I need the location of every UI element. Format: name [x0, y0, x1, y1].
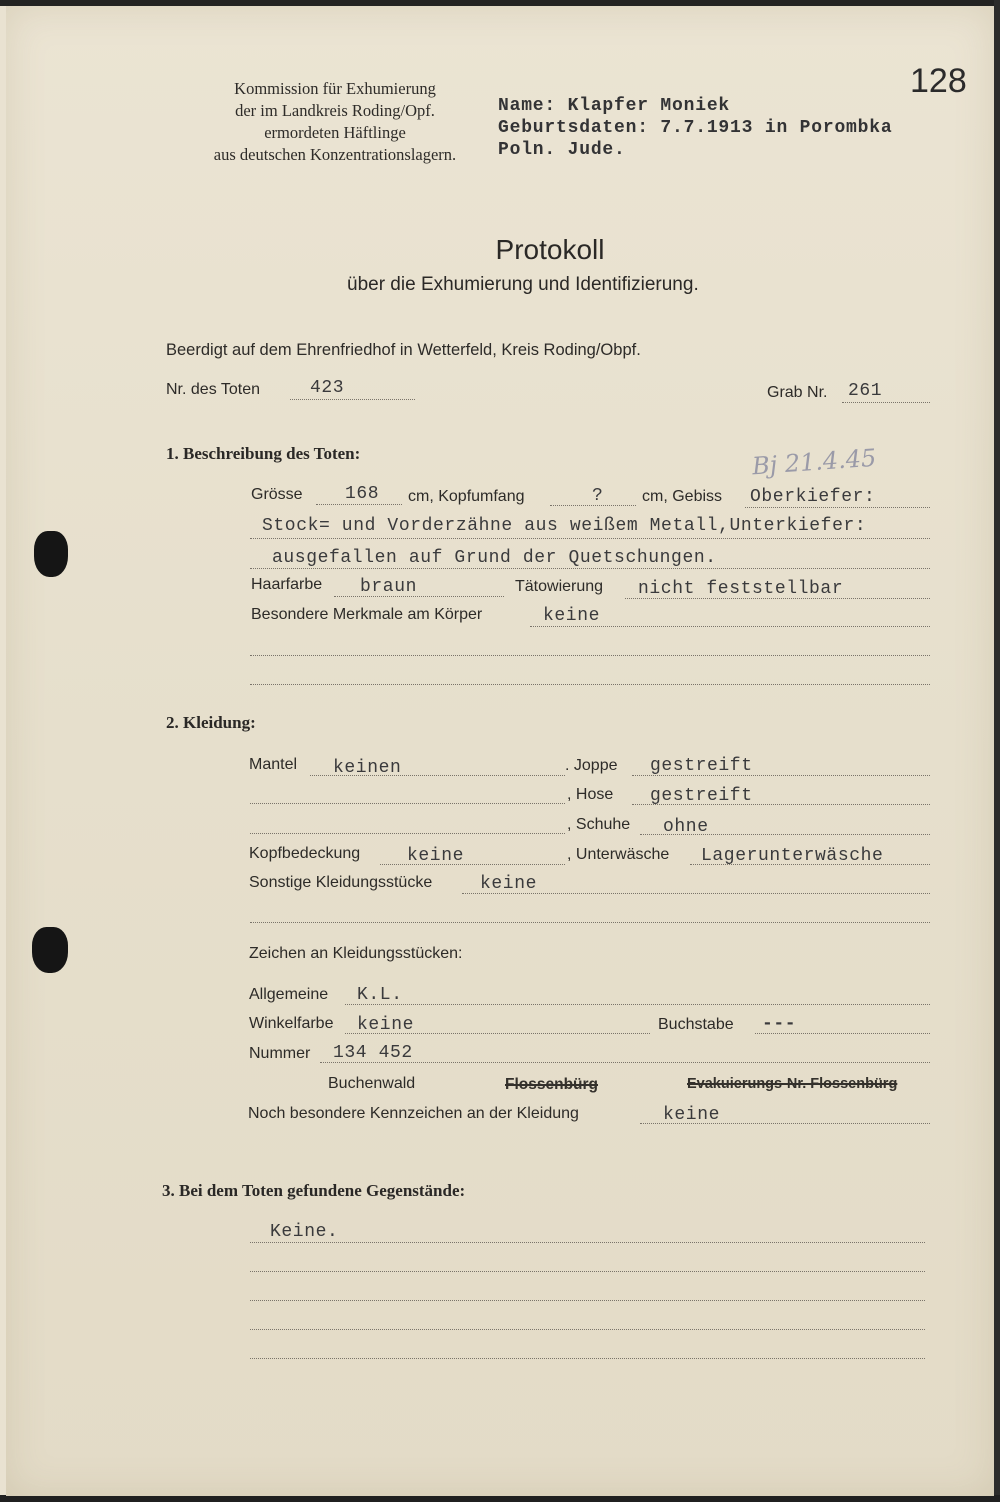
section-2-heading: 2. Kleidung:: [166, 713, 256, 732]
section-1-heading: 1. Beschreibung des Toten:: [166, 444, 361, 463]
scan-border-right: [994, 0, 1000, 1502]
found-items-value: Keine.: [270, 1222, 339, 1242]
tattoo-value: nicht feststellbar: [638, 579, 844, 599]
found-items-line-3: [250, 1300, 925, 1301]
other-clothing-line-2: [250, 922, 930, 923]
jacket-value: gestreift: [650, 756, 753, 776]
body-marks-line-3: [250, 684, 930, 685]
found-items-line-4: [250, 1329, 925, 1330]
handwritten-note: Bj 21.4.45: [751, 443, 878, 481]
general-label: Allgemeine: [249, 986, 329, 1003]
burial-text: Beerdigt auf dem Ehrenfriedhof in Wetterfeld, Kreis Roding/Obpf.: [166, 341, 641, 359]
teeth-value-2: Stock= und Vorderzähne aus weißem Metall,Unterkiefer:: [262, 516, 867, 536]
general-value: K.L.: [357, 985, 403, 1005]
number-label: Nummer: [249, 1045, 311, 1062]
jacket-label: . Joppe: [565, 757, 618, 774]
general-line: [345, 1004, 930, 1005]
tattoo-line: [625, 598, 930, 599]
hair-line: [334, 596, 504, 597]
letter-value: ---: [762, 1014, 797, 1034]
typed-header: [498, 95, 892, 161]
body-marks-line: [530, 626, 930, 627]
coat-value: keinen: [333, 758, 402, 778]
body-marks-label: Besondere Merkmale am Körper: [251, 606, 483, 623]
coat-line: [310, 775, 565, 776]
shoes-label: , Schuhe: [567, 816, 631, 833]
shoes-line: [640, 834, 930, 835]
origin-line: Poln. Jude.: [498, 140, 626, 160]
underwear-label: , Unterwäsche: [567, 846, 670, 863]
page-subtitle: über die Exhumierung und Identifizierung.: [347, 274, 699, 295]
head-line: [550, 505, 636, 506]
jacket-line: [632, 775, 930, 776]
hair-value: braun: [360, 577, 418, 597]
name-line: Name: Klapfer Moniek: [498, 96, 731, 116]
found-items-line-1: [250, 1242, 925, 1243]
commission-line-1: Kommission für Exhumierung: [234, 79, 436, 98]
teeth-value-1: Oberkiefer:: [750, 487, 876, 507]
coat-line-2: [250, 803, 565, 804]
camp-buchenwald: Buchenwald: [328, 1075, 416, 1092]
page-number: 128: [910, 62, 967, 100]
underwear-value: Lagerunterwäsche: [701, 846, 884, 866]
grave-number-line: [842, 402, 930, 403]
teeth-line-3: [250, 568, 930, 569]
height-label: Grösse: [251, 486, 303, 503]
head-label: cm, Kopfumfang: [408, 488, 525, 505]
letter-label: Buchstabe: [658, 1016, 734, 1033]
coat-label: Mantel: [249, 756, 298, 773]
headwear-label: Kopfbedeckung: [249, 845, 361, 862]
special-marks-label: Noch besondere Kennzeichen an der Kleidung: [248, 1105, 579, 1122]
tattoo-label: Tätowierung: [515, 578, 604, 595]
headwear-line: [380, 864, 565, 865]
shoes-value: ohne: [663, 817, 709, 837]
clothing-marks-heading: Zeichen an Kleidungsstücken:: [249, 945, 463, 962]
triangle-color-value: keine: [357, 1015, 415, 1035]
document-page: [6, 6, 994, 1496]
commission-line-2: der im Landkreis Roding/Opf.: [235, 101, 435, 120]
scan-border-bottom: [0, 1495, 1000, 1502]
punch-hole-bottom: [32, 927, 68, 973]
head-value: ?: [592, 486, 604, 506]
body-marks-value: keine: [543, 606, 601, 626]
commission-line-3: ermordeten Häftlinge: [264, 123, 406, 142]
number-line: [320, 1062, 930, 1063]
height-line: [316, 504, 402, 505]
teeth-line-2: [250, 538, 930, 539]
other-clothing-label: Sonstige Kleidungsstücke: [249, 874, 433, 891]
dead-number-label: Nr. des Toten: [166, 381, 260, 398]
number-value: 134 452: [333, 1043, 413, 1063]
coat-line-3: [250, 833, 565, 834]
triangle-color-line: [345, 1033, 650, 1034]
evacuation-number: Evakuierungs-Nr. Flossenbürg: [687, 1076, 898, 1092]
grave-number-label: Grab Nr.: [767, 384, 828, 401]
trousers-line: [632, 804, 930, 805]
teeth-label: cm, Gebiss: [642, 488, 723, 505]
camp-flossenbuerg: Flossenbürg: [505, 1076, 599, 1093]
found-items-line-5: [250, 1358, 925, 1359]
section-3-heading: 3. Bei dem Toten gefundene Gegenstände:: [162, 1181, 466, 1200]
special-marks-value: keine: [663, 1105, 721, 1125]
teeth-value-3: ausgefallen auf Grund der Quetschungen.: [272, 548, 717, 568]
body-marks-line-2: [250, 655, 930, 656]
dead-number-line: [290, 399, 415, 400]
special-marks-line: [640, 1123, 930, 1124]
other-clothing-line: [462, 893, 930, 894]
underwear-line: [690, 864, 930, 865]
page-title: Protokoll: [495, 234, 605, 265]
birth-line: Geburtsdaten: 7.7.1913 in Porombka: [498, 118, 893, 138]
headwear-value: keine: [407, 846, 465, 866]
grave-number-value: 261: [848, 381, 883, 401]
teeth-line-1: [745, 507, 930, 508]
found-items-line-2: [250, 1271, 925, 1272]
other-clothing-value: keine: [480, 874, 538, 894]
trousers-label: , Hose: [567, 786, 614, 803]
trousers-value: gestreift: [650, 786, 753, 806]
letter-line: [755, 1033, 930, 1034]
dead-number-value: 423: [310, 378, 345, 398]
triangle-color-label: Winkelfarbe: [249, 1015, 334, 1032]
hair-label: Haarfarbe: [251, 576, 323, 593]
height-value: 168: [345, 484, 380, 504]
commission-header: [180, 78, 490, 166]
commission-line-4: aus deutschen Konzentrationslagern.: [213, 145, 457, 164]
punch-hole-top: [34, 531, 68, 577]
